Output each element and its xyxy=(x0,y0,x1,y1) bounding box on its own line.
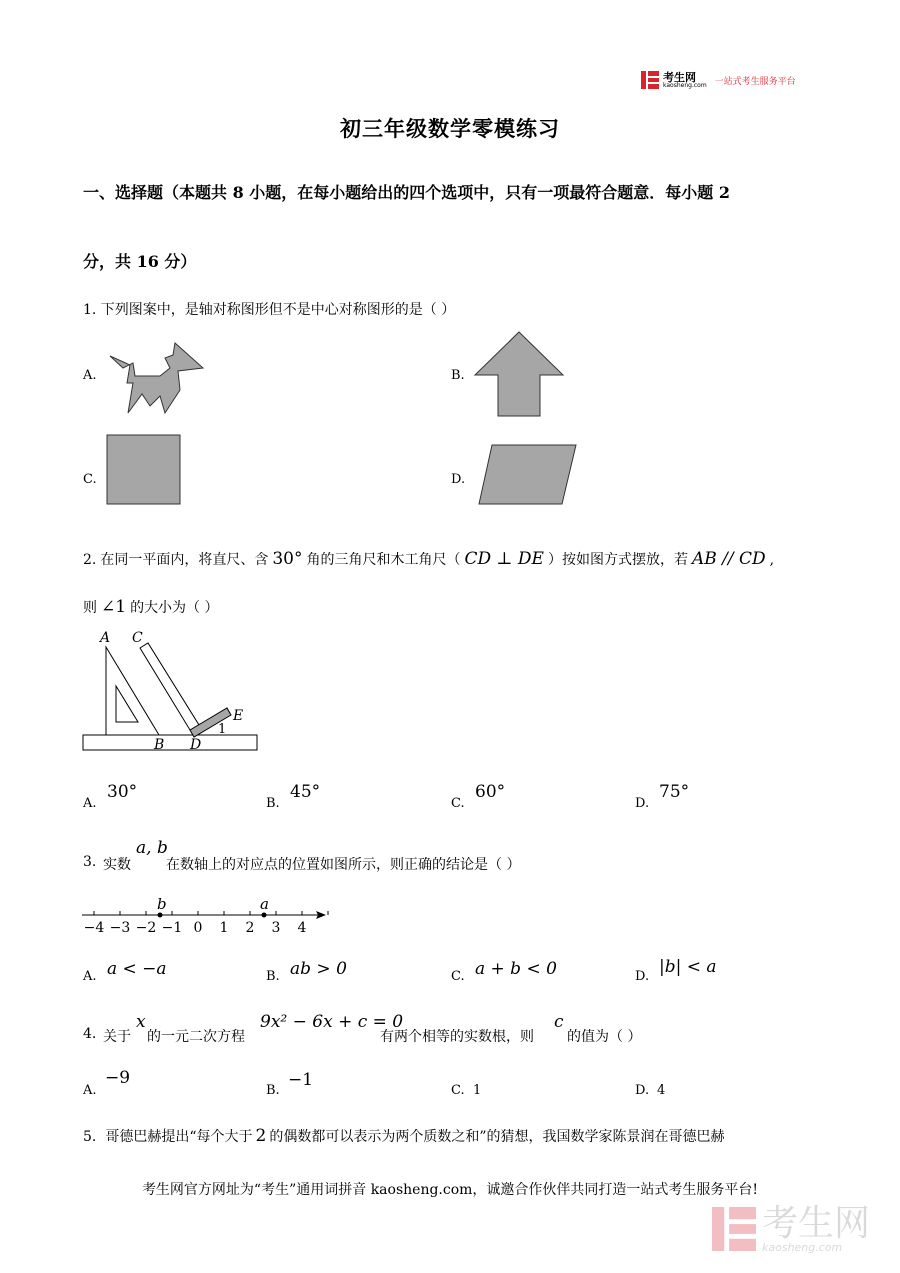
watermark-logo-icon xyxy=(712,1204,756,1254)
watermark-logo xyxy=(712,1204,870,1254)
q4-option-b-label: B. xyxy=(266,1083,280,1098)
q4-text-3: 有两个相等的实数根，则 xyxy=(380,1029,534,1045)
q2-option-a-label: A. xyxy=(83,796,97,811)
q2-option-b-label: B. xyxy=(266,796,280,811)
q2-line2-b: 的大小为（ ） xyxy=(130,600,219,616)
q3-tick-label: 4 xyxy=(297,920,307,936)
q2-text-1: 在同一平面内，将直尺、含 xyxy=(100,552,269,568)
carpenter-square xyxy=(140,643,199,730)
watermark-name: 考生网 xyxy=(762,1202,871,1244)
q1-option-c-label: C. xyxy=(83,472,97,487)
q3-tick-label: 2 xyxy=(245,920,255,936)
q2-option-d-value: 75° xyxy=(659,782,690,802)
section-heading-line1: 一、选择题（本题共 8 小题，在每小题给出的四个选项中，只有一项最符合题意．每小题 2 xyxy=(83,183,730,202)
q3-tick-label: −3 xyxy=(109,920,131,936)
q3-option-a-label: A. xyxy=(83,969,97,984)
q1-stem: 1. 下列图案中，是轴对称图形但不是中心对称图形的是（ ） xyxy=(83,302,456,318)
q3-options xyxy=(83,957,823,987)
q1-figure-parallelogram xyxy=(478,444,578,506)
q3-option-d-value: |b| < a xyxy=(659,957,717,977)
q2-angle: ∠1 xyxy=(101,597,127,617)
q2-options xyxy=(83,782,823,812)
q3-label-a: a xyxy=(260,895,269,913)
q3-vars: a, b xyxy=(136,838,168,858)
q3-point-a xyxy=(262,913,267,918)
q3-number-line xyxy=(80,895,330,937)
q4-c: c xyxy=(554,1012,564,1032)
q3-text-2: 在数轴上的对应点的位置如图所示，则正确的结论是（ ） xyxy=(166,857,521,873)
q3-option-c-label: C. xyxy=(451,969,465,984)
q3-tick-label: −1 xyxy=(161,920,183,936)
q3-stem xyxy=(83,838,683,873)
q4-equation: 9x² − 6x + c = 0 xyxy=(260,1012,404,1032)
q2-line2-a: 则 xyxy=(83,600,97,616)
q4-option-b-value: −1 xyxy=(288,1070,314,1090)
brand-logo-icon xyxy=(641,71,659,89)
footer-text: 考生网官方网址为“考生”通用词拼音 kaosheng.com，诚邀合作伙伴共同打造一站式考生服务平台! xyxy=(141,1182,759,1198)
q3-option-d-label: D. xyxy=(635,969,650,984)
q2-deg30: 30° xyxy=(272,549,303,569)
q2-comma: , xyxy=(769,552,775,568)
q5-stem xyxy=(83,1126,725,1146)
q4-option-c-label: C. xyxy=(451,1083,465,1098)
q2-option-c-value: 60° xyxy=(475,782,506,802)
label-B: B xyxy=(154,737,165,753)
label-one: 1 xyxy=(218,722,227,737)
q2-number: 2. xyxy=(83,552,97,568)
page-title: 初三年级数学零模练习 xyxy=(340,116,560,141)
q4-option-c-value: 1 xyxy=(473,1083,482,1098)
brand-slogan: 一站式考生服务平台 xyxy=(714,76,796,87)
q1-option-a-label: A. xyxy=(83,368,97,383)
q2-option-b-value: 45° xyxy=(290,782,321,802)
q3-option-b-value: ab > 0 xyxy=(290,959,347,979)
q4-number: 4. xyxy=(83,1026,97,1042)
brand-logo-header xyxy=(641,71,796,89)
q4-option-d-label: D. xyxy=(635,1083,650,1098)
q2-option-c-label: C. xyxy=(451,796,465,811)
section-heading-line2: 分，共 16 分） xyxy=(83,252,197,271)
q3-tick-label: 3 xyxy=(271,920,281,936)
q5-number: 5. xyxy=(83,1129,97,1145)
q4-text-2: 的一元二次方程 xyxy=(147,1029,245,1045)
label-E: E xyxy=(233,708,244,724)
q1-option-d-label: D. xyxy=(451,472,466,487)
label-D: D xyxy=(190,737,202,753)
q1-figure-dog xyxy=(105,338,205,418)
q5-text-1: 哥德巴赫提出“每个大于 xyxy=(105,1129,253,1145)
q3-point-b xyxy=(158,913,163,918)
q3-number: 3. xyxy=(83,854,97,870)
q1-figure-arrow xyxy=(473,330,565,418)
q2-parallel: AB // CD xyxy=(691,549,766,569)
q3-tick-label: −2 xyxy=(135,920,157,936)
q3-tick-label: 1 xyxy=(219,920,229,936)
q4-text-4: 的值为（ ） xyxy=(567,1029,642,1045)
brand-name: 考生网 xyxy=(663,70,696,84)
q2-stem-line1 xyxy=(83,549,774,569)
q2-option-a-value: 30° xyxy=(107,782,138,802)
q3-option-b-label: B. xyxy=(266,969,280,984)
q3-text-1: 实数 xyxy=(103,857,131,873)
q3-tick-label: −4 xyxy=(83,920,105,936)
q2-stem-line2 xyxy=(83,597,219,617)
q2-condition: CD ⊥ DE xyxy=(464,549,544,569)
q5-two: 2 xyxy=(255,1126,267,1146)
q1-option-b-label: B. xyxy=(451,368,465,383)
label-C: C xyxy=(132,630,143,646)
q3-option-a-value: a < −a xyxy=(107,959,167,979)
q2-figure xyxy=(80,626,265,754)
q2-text-3: ）按如图方式摆放，若 xyxy=(547,552,688,568)
q4-option-a-label: A. xyxy=(83,1083,97,1098)
q2-text-2: 角的三角尺和木工角尺（ xyxy=(306,552,461,568)
watermark-domain: kaosheng.com xyxy=(762,1240,843,1254)
q4-text-1: 关于 xyxy=(103,1029,131,1045)
ruler xyxy=(83,735,257,750)
q4-x: x xyxy=(136,1012,146,1032)
q2-option-d-label: D. xyxy=(635,796,650,811)
q4-options xyxy=(83,1068,823,1098)
q3-label-b: b xyxy=(157,895,167,913)
q3-option-c-value: a + b < 0 xyxy=(475,959,557,979)
q4-stem xyxy=(83,1012,823,1045)
label-A: A xyxy=(100,630,111,646)
q4-option-d-value: 4 xyxy=(657,1083,666,1098)
q4-option-a-value: −9 xyxy=(105,1068,131,1088)
q5-text-2: 的偶数都可以表示为两个质数之和”的猜想，我国数学家陈景润在哥德巴赫 xyxy=(269,1129,725,1145)
brand-domain: kaosheng.com xyxy=(663,81,707,89)
q1-figure-square xyxy=(106,434,182,506)
q3-tick-label: 0 xyxy=(193,920,203,936)
